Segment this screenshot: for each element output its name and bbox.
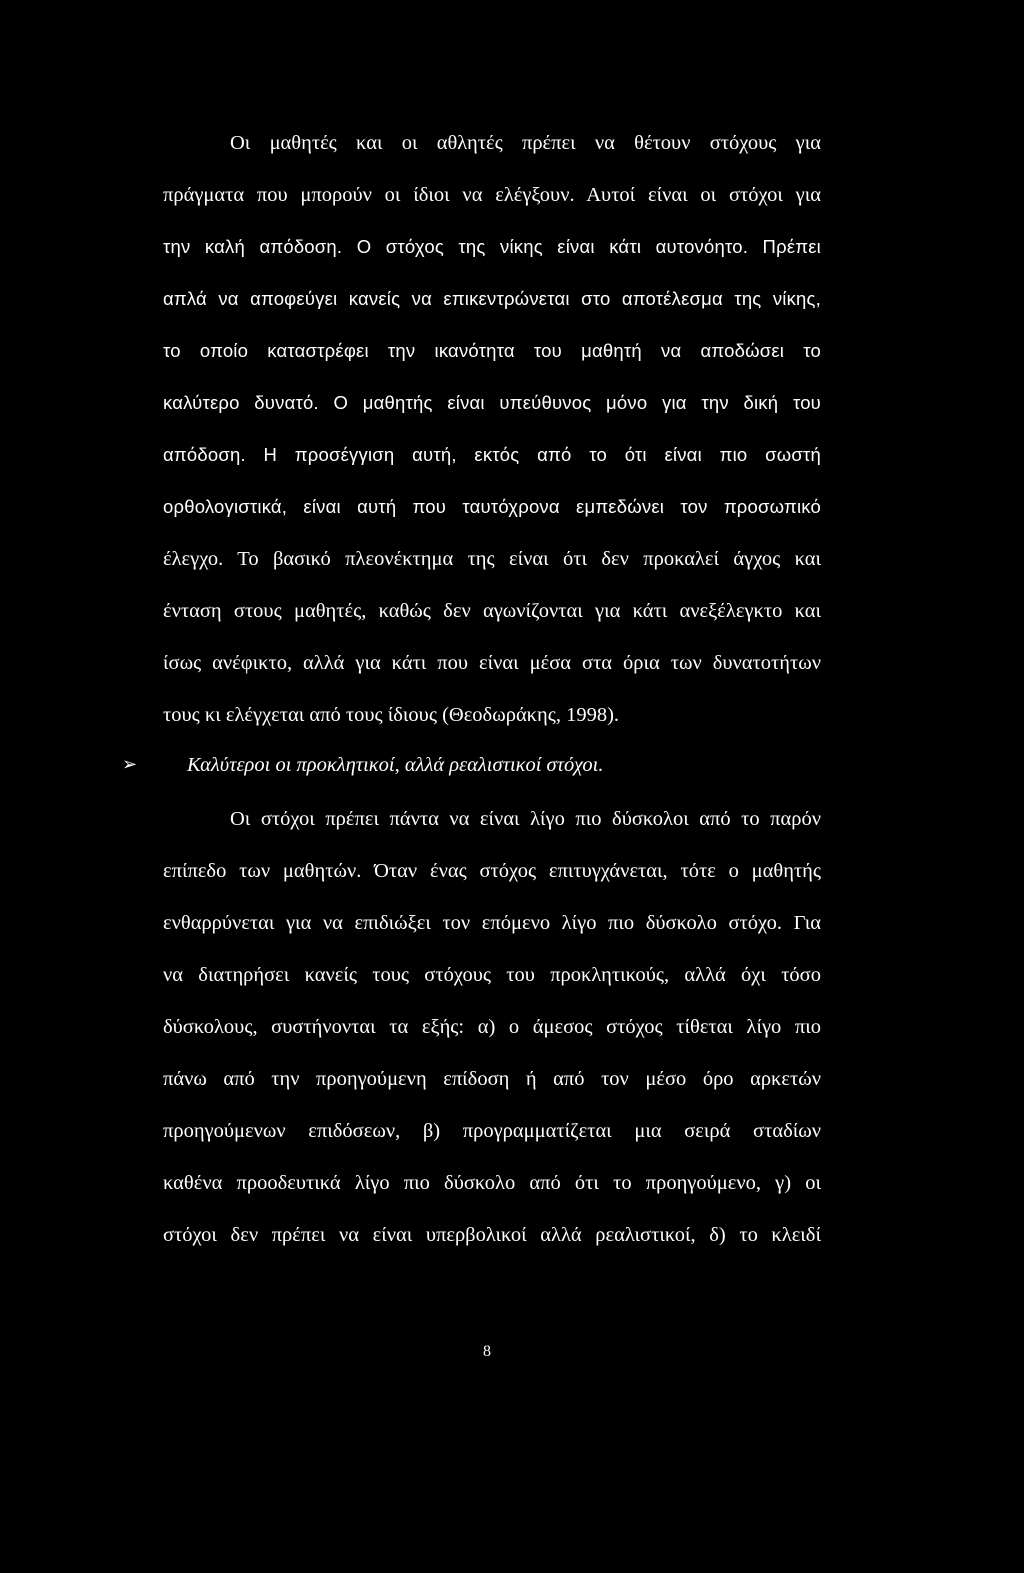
paragraph1-line-1: Οι μαθητές και οι αθλητές πρέπει να θέτουν στόχους για	[230, 132, 821, 154]
paragraph1-line-12: τους κι ελέγχεται από τους ίδιους (Θεοδωράκης, 1998).	[163, 704, 620, 726]
paragraph1-line-4: απλά να αποφεύγει κανείς να επικεντρώνεται στο αποτέλεσμα της νίκης,	[163, 288, 821, 309]
paragraph2-line-3: ενθαρρύνεται για να επιδιώξει τον επόμενο λίγο πιο δύσκολο στόχο. Για	[163, 912, 821, 934]
paragraph2-line-9: στόχοι δεν πρέπει να είναι υπερβολικοί αλλά ρεαλιστικοί, δ) το κλειδί	[163, 1224, 821, 1246]
paragraph1-line-9: έλεγχο. Το βασικό πλεονέκτημα της είναι ότι δεν προκαλεί άγχος και	[163, 548, 821, 570]
paragraph1-line-8: ορθολογιστικά, είναι αυτή που ταυτόχρονα εμπεδώνει τον προσωπικό	[163, 496, 821, 517]
paragraph2-line-2: επίπεδο των μαθητών. Όταν ένας στόχος επιτυγχάνεται, τότε ο μαθητής	[163, 860, 821, 882]
paragraph1-line-7: απόδοση. Η προσέγγιση αυτή, εκτός από το ότι είναι πιο σωστή	[163, 444, 821, 465]
paragraph2-line-1: Οι στόχοι πρέπει πάντα να είναι λίγο πιο δύσκολοι από το παρόν	[230, 808, 821, 830]
paragraph2-line-8: καθένα προοδευτικά λίγο πιο δύσκολο από ότι το προηγούμενο, γ) οι	[163, 1172, 821, 1194]
paragraph1-line-6: καλύτερο δυνατό. Ο μαθητής είναι υπεύθυνος μόνο για την δική του	[163, 392, 821, 413]
paragraph2-line-7: προηγούμενων επιδόσεων, β) προγραμματίζεται μια σειρά σταδίων	[163, 1120, 821, 1142]
paragraph2-line-5: δύσκολους, συστήνονται τα εξής: α) ο άμεσος στόχος τίθεται λίγο πιο	[163, 1016, 821, 1038]
section-heading	[122, 750, 822, 780]
paragraph1-line-5: το οποίο καταστρέφει την ικανότητα του μαθητή να αποδώσει το	[163, 340, 821, 361]
arrow-bullet-icon: ➢	[122, 754, 138, 775]
paragraph1-line-2: πράγματα που μπορούν οι ίδιοι να ελέγξουν. Αυτοί είναι οι στόχοι για	[163, 184, 821, 206]
page-number: 8	[483, 1343, 491, 1360]
paragraph2-line-4: να διατηρήσει κανείς τους στόχους του προκλητικούς, αλλά όχι τόσο	[163, 964, 821, 986]
paragraph2-line-6: πάνω από την προηγούμενη επίδοση ή από τον μέσο όρο αρκετών	[163, 1068, 821, 1090]
paragraph1-line-3: την καλή απόδοση. Ο στόχος της νίκης είναι κάτι αυτονόητο. Πρέπει	[163, 236, 821, 257]
paragraph1-line-11: ίσως ανέφικτο, αλλά για κάτι που είναι μέσα στα όρια των δυνατοτήτων	[163, 652, 821, 674]
paragraph1-line-10: ένταση στους μαθητές, καθώς δεν αγωνίζονται για κάτι ανεξέλεγκτο και	[163, 600, 821, 622]
section-heading-text: Καλύτεροι οι προκλητικοί, αλλά ρεαλιστικοί στόχοι.	[187, 754, 604, 776]
